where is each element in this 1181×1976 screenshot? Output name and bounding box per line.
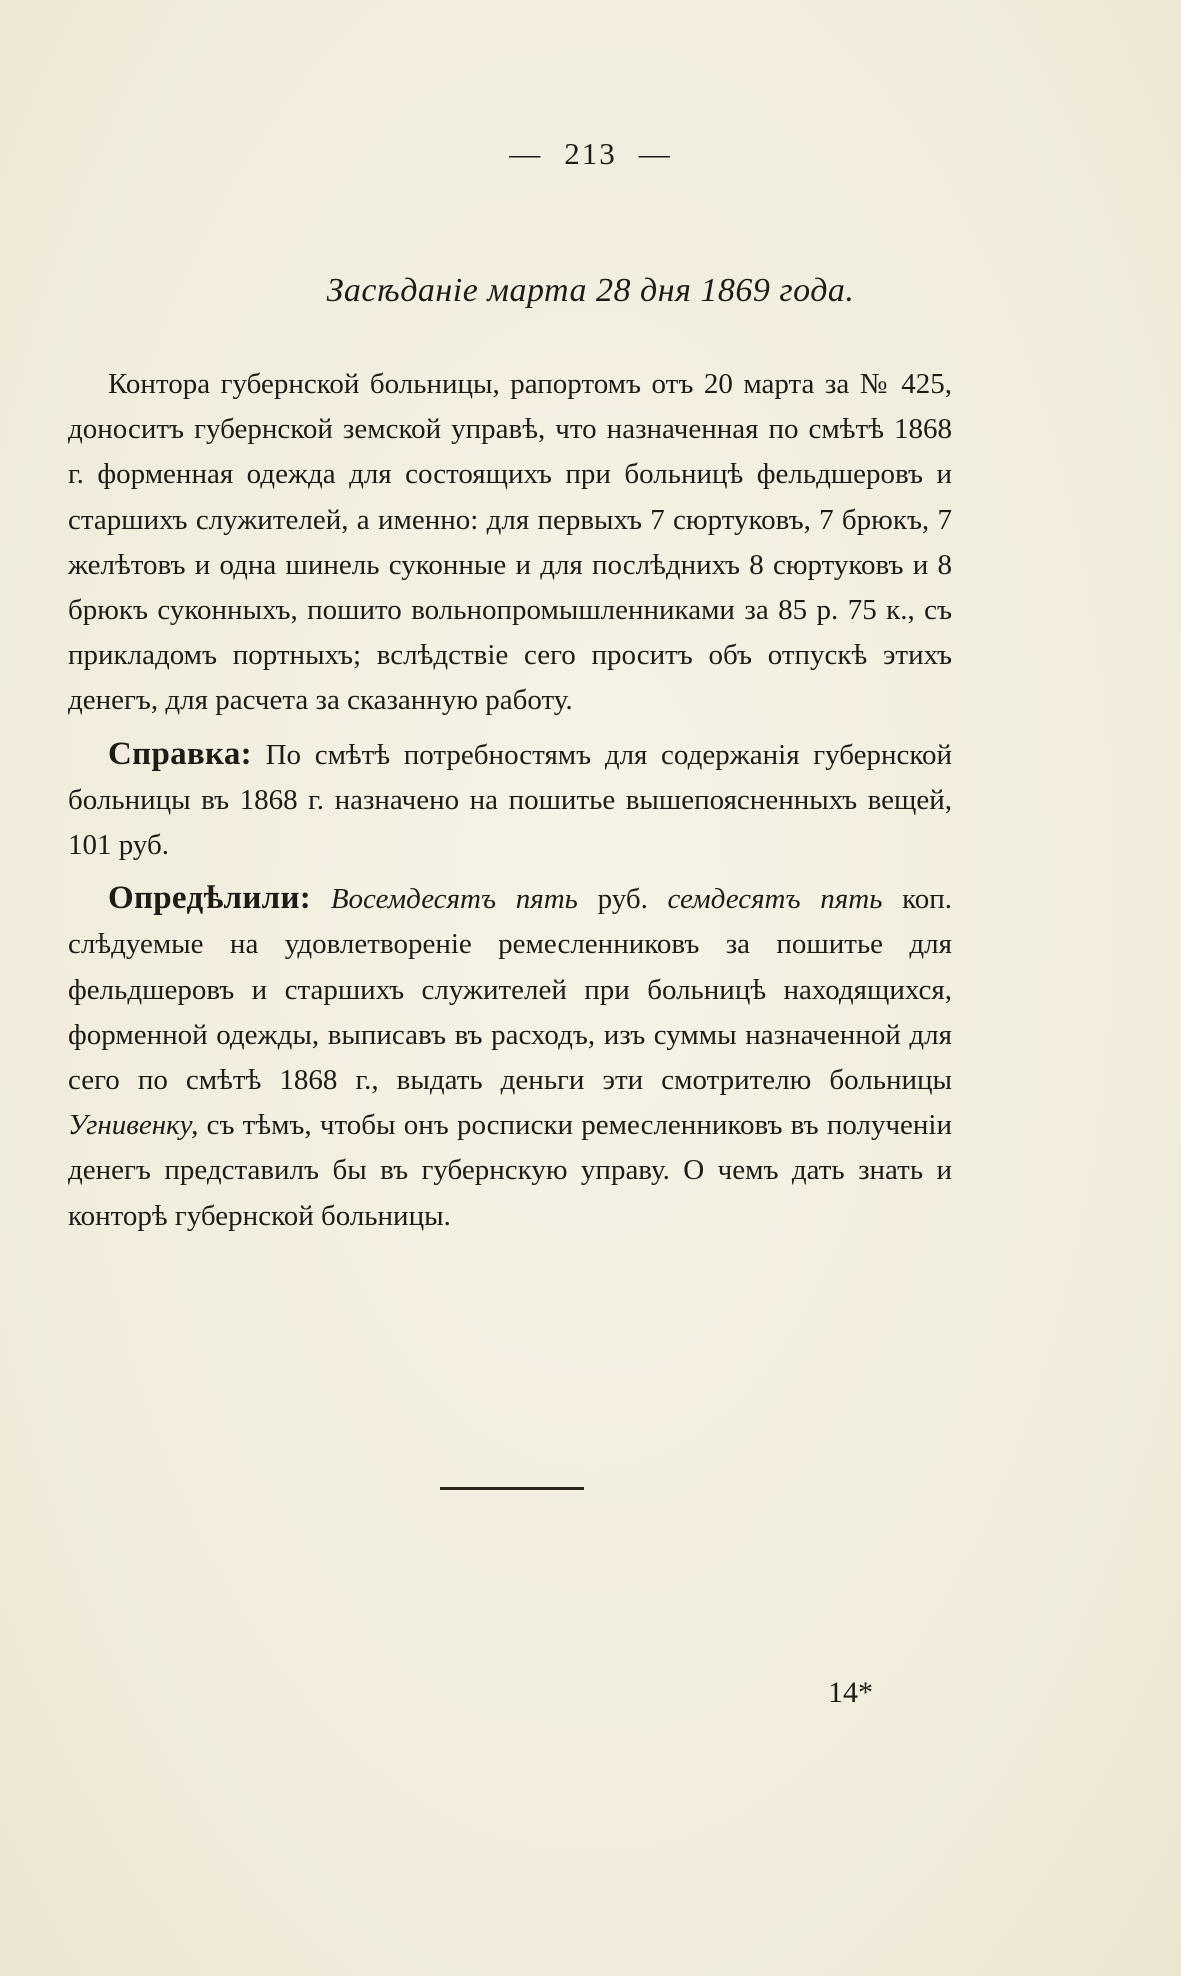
resolution-text-2: коп. слѣдуемые на удовлетвореніе ремесленниковъ за пошитье для фельдшеровъ и старшихъ служителей при больницѣ находящихся, форменной одежды, выписавъ въ расходъ, изъ суммы назначенной для сего по смѣтѣ 1868 г., выдать деньги эти смотрителю больницы — [68, 883, 952, 1097]
page-number: 213 — [564, 136, 617, 171]
session-title: Засѣданіе марта 28 дня 1869 года. — [326, 272, 855, 309]
running-head — [0, 136, 1181, 172]
signature-mark: 14* — [828, 1676, 873, 1709]
reference-label: Справка: — [108, 735, 252, 772]
resolution-name: Угнивенку, — [68, 1109, 199, 1142]
reference-text: По смѣтѣ потребностямъ для содержанія губернской больницы въ 1868 г. назначено на пошитье вышепоясненныхъ вещей, 101 руб. — [68, 738, 952, 862]
resolution-label: Опредѣлили: — [108, 880, 312, 917]
resolution-amount-kopecks: семдесятъ пять — [667, 883, 883, 916]
report-paragraph: Контора губернской больницы, рапортомъ отъ 20 марта за № 425, доноситъ губернской земской управѣ, что назначенная по смѣтѣ 1868 г. форменная одежда для состоящихъ при больницѣ фельдшеровъ и старшихъ служителей, а именно: для первыхъ 7 сюртуковъ, 7 брюкъ, 7 желѣтовъ и одна шинель суконные и для послѣднихъ 8 сюртуковъ и 8 брюкъ суконныхъ, пошито вольнопромышленниками за 85 р. 75 к., съ прикладомъ портныхъ; вслѣдствіе сего проситъ объ отпускѣ этихъ денегъ, для расчета за сказанную работу. — [68, 368, 952, 717]
resolution-text-1: руб. — [577, 883, 668, 916]
resolution-paragraph — [68, 876, 952, 1239]
header-dash-right: — — [638, 136, 672, 171]
reference-paragraph — [68, 732, 952, 869]
document-body — [68, 362, 952, 1239]
resolution-amount-rubles: Восемдесятъ пять — [330, 883, 578, 916]
section-divider-rule — [440, 1487, 584, 1490]
header-dash-left: — — [509, 136, 543, 171]
resolution-text-3: съ тѣмъ, чтобы онъ росписки ремесленниковъ въ полученіи денегъ представилъ бы въ губернскую управу. О чемъ дать знать и конторѣ губернской больницы. — [68, 1109, 952, 1232]
